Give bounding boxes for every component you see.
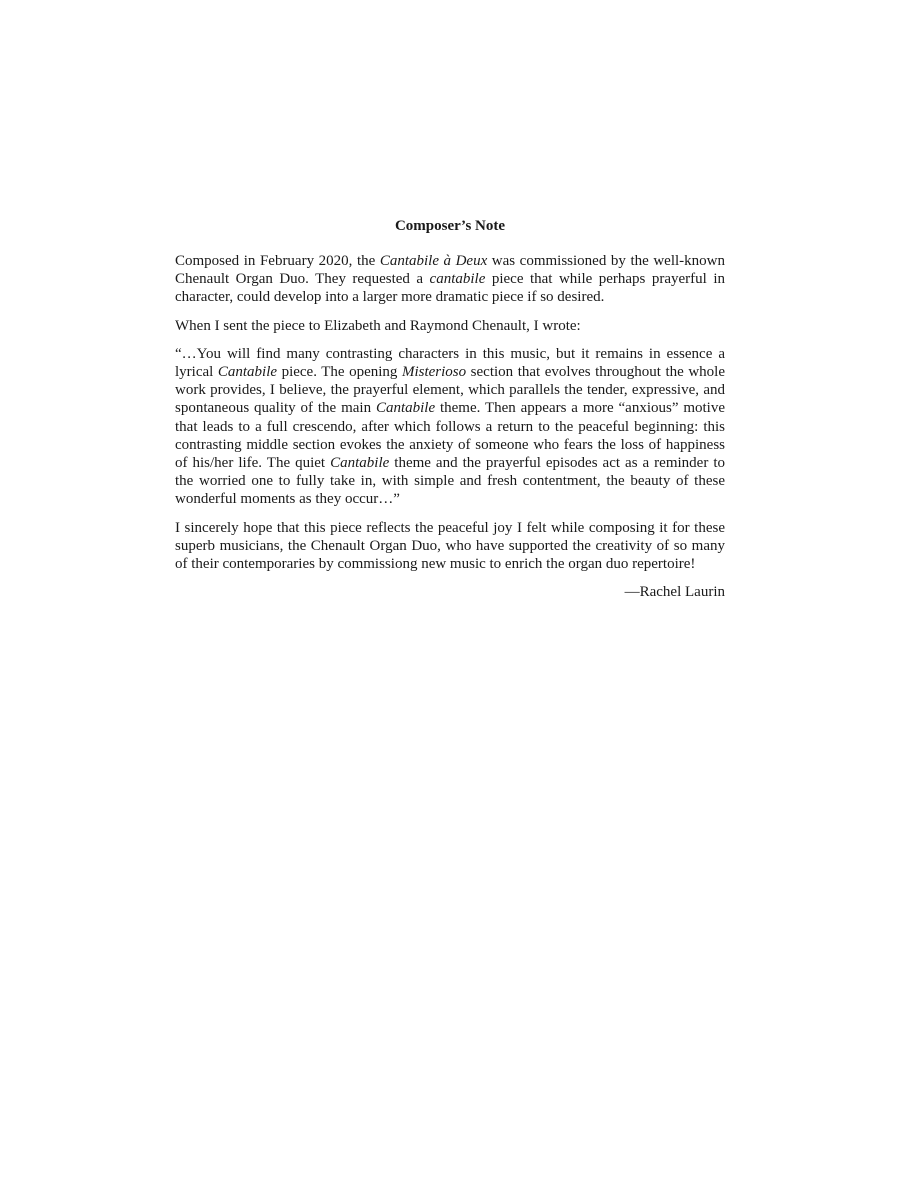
italic-term: Cantabile bbox=[375, 400, 436, 417]
italic-term: Cantabile bbox=[217, 364, 278, 381]
italic-title: Cantabile à Deux bbox=[379, 253, 488, 269]
italic-term: Cantabile bbox=[330, 455, 390, 472]
page-title: Composer’s Note bbox=[394, 218, 506, 234]
composers-note bbox=[175, 216, 725, 601]
paragraph-intro: When I sent the piece to Elizabeth and Raymond Chenault, I wrote: bbox=[175, 317, 581, 334]
text-run: piece that while perhaps prayerful in character, could develop into a larger more dramatic piece if so desired. bbox=[175, 271, 725, 306]
text-run: Composed in February 2020, the bbox=[175, 253, 380, 269]
signature: —Rachel Laurin bbox=[624, 584, 725, 601]
text-run: “…You will find many contrasting characters in this music, but it remains in essence a lyrical bbox=[175, 345, 725, 381]
italic-term: Misterioso bbox=[401, 364, 467, 381]
text-run: piece. The opening bbox=[277, 364, 402, 381]
paragraph-closing: I sincerely hope that this piece reflects the peaceful joy I felt while composing it for these superb musicians, the Chenault Organ Duo, who have supported the creativity of so many of their contemporaries by commissiong new music to enrich the organ duo repertoire! bbox=[175, 519, 725, 573]
text-run: was commissioned by the well-known Chenault Organ Duo. They requested a bbox=[175, 253, 725, 288]
paragraph-quote bbox=[175, 345, 725, 509]
text-run: theme. Then appears a more “anxious” motive that leads to a full crescendo, after which follows a return to the peaceful beginning: this contrasting middle section evokes the anxiety of someone who fears the loss of happiness of his/her life. The quiet bbox=[175, 400, 725, 472]
text-run: section that evolves throughout the whole work provides, I believe, the prayerful element, which parallels the tender, expressive, and spontaneous quality of the main bbox=[175, 364, 725, 417]
italic-term: cantabile bbox=[429, 271, 486, 288]
text-run: theme and the prayerful episodes act as a reminder to the worried one to fully take in, with simple and fresh contentment, the beauty of these wonderful moments as they occur…” bbox=[175, 455, 725, 508]
paragraph-commission bbox=[175, 252, 725, 307]
